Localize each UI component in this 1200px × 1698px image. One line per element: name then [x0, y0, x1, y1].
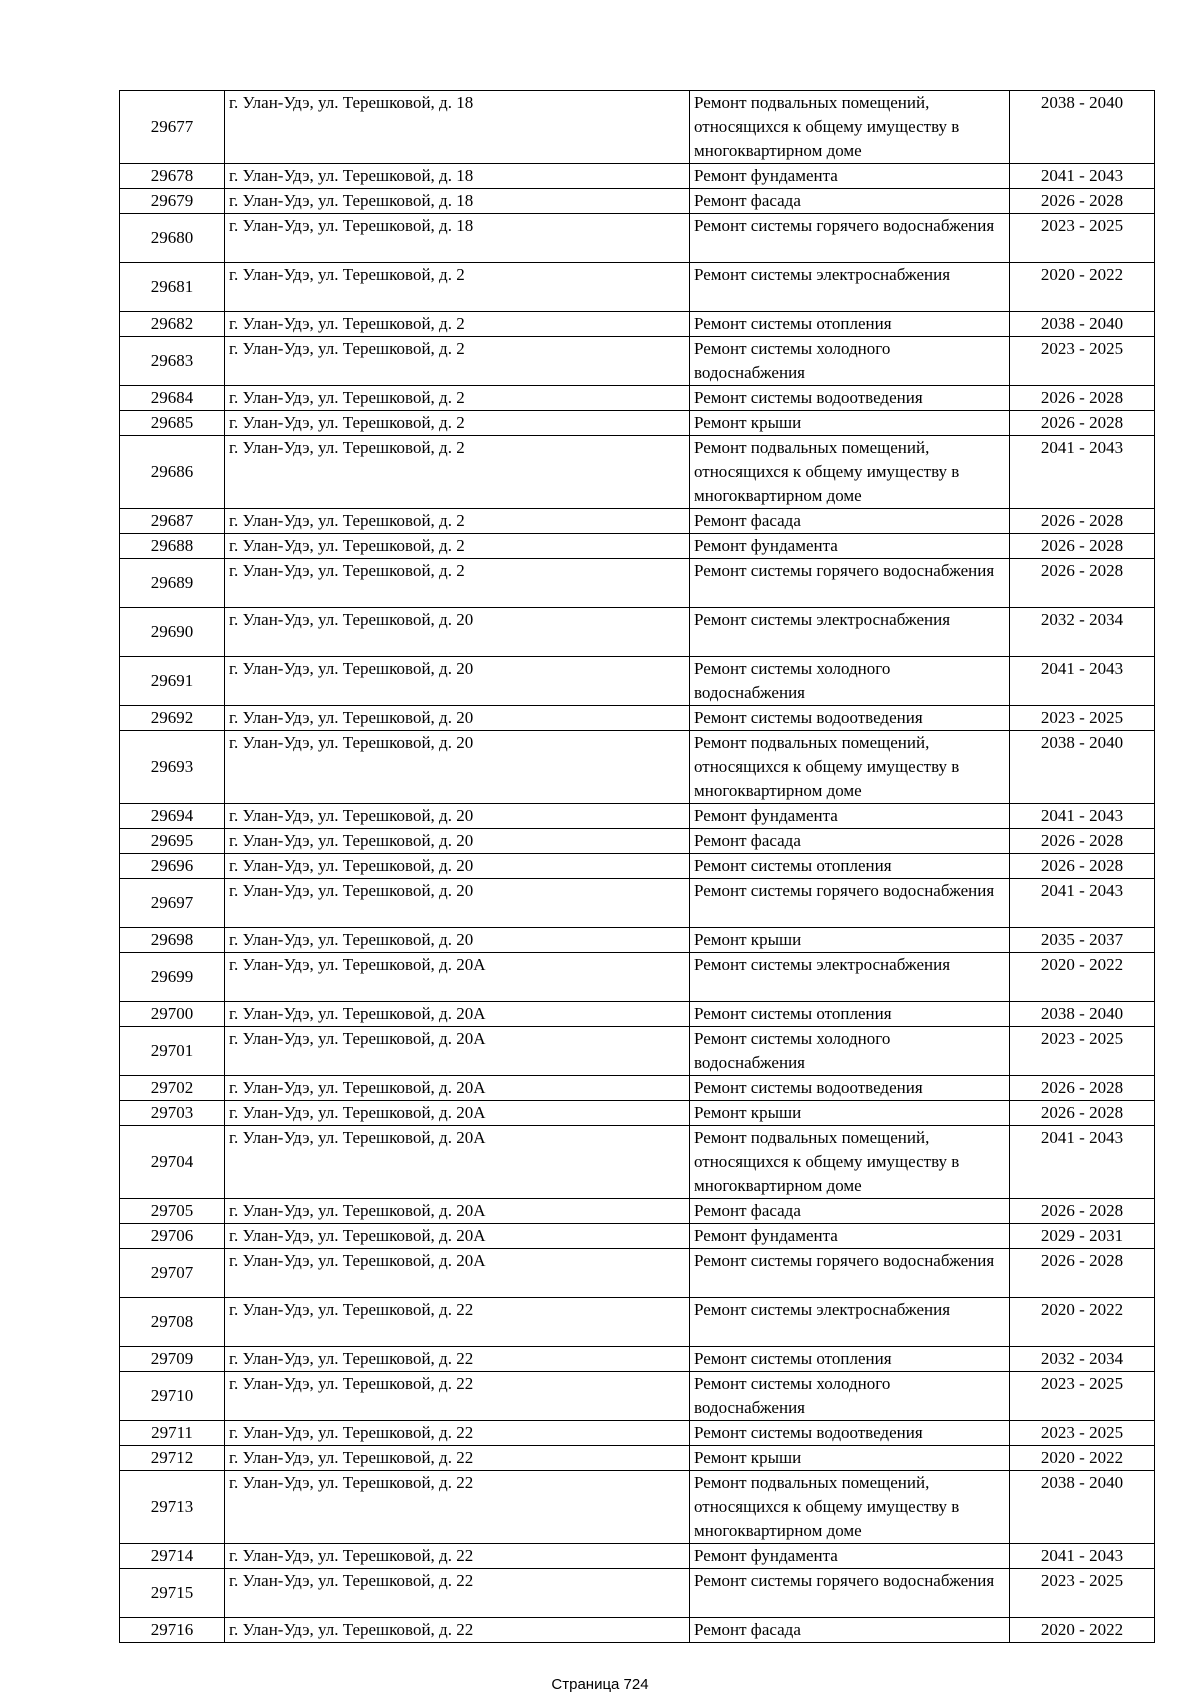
row-work-type: Ремонт системы холодного водоснабжения: [690, 337, 1010, 386]
row-address: г. Улан-Удэ, ул. Терешковой, д. 22: [225, 1471, 690, 1544]
table-row: [120, 1298, 1155, 1347]
row-work-type: Ремонт системы холодного водоснабжения: [690, 1027, 1010, 1076]
table-row: [120, 706, 1155, 731]
row-number: 29697: [120, 879, 225, 928]
table-row: [120, 559, 1155, 608]
row-work-type: Ремонт системы водоотведения: [690, 1076, 1010, 1101]
row-address: г. Улан-Удэ, ул. Терешковой, д. 2: [225, 559, 690, 608]
row-work-type: Ремонт системы электроснабжения: [690, 953, 1010, 1002]
row-number: 29694: [120, 804, 225, 829]
row-number: 29709: [120, 1347, 225, 1372]
table-row: [120, 436, 1155, 509]
row-work-type: Ремонт фундамента: [690, 804, 1010, 829]
row-work-type: Ремонт системы отопления: [690, 1002, 1010, 1027]
row-work-type: Ремонт фундамента: [690, 1544, 1010, 1569]
row-period: 2026 - 2028: [1010, 386, 1155, 411]
row-number: 29687: [120, 509, 225, 534]
row-work-type: Ремонт фундамента: [690, 1224, 1010, 1249]
row-address: г. Улан-Удэ, ул. Терешковой, д. 2: [225, 436, 690, 509]
table-row: [120, 1199, 1155, 1224]
row-number: 29710: [120, 1372, 225, 1421]
row-work-type: Ремонт системы отопления: [690, 1347, 1010, 1372]
table-row: [120, 164, 1155, 189]
table-row: [120, 386, 1155, 411]
row-number: 29695: [120, 829, 225, 854]
row-period: 2029 - 2031: [1010, 1224, 1155, 1249]
row-address: г. Улан-Удэ, ул. Терешковой, д. 22: [225, 1446, 690, 1471]
row-address: г. Улан-Удэ, ул. Терешковой, д. 22: [225, 1421, 690, 1446]
row-number: 29696: [120, 854, 225, 879]
table-row: [120, 214, 1155, 263]
row-period: 2041 - 2043: [1010, 657, 1155, 706]
row-number: 29700: [120, 1002, 225, 1027]
table-row: [120, 829, 1155, 854]
row-work-type: Ремонт системы горячего водоснабжения: [690, 879, 1010, 928]
row-number: 29692: [120, 706, 225, 731]
row-address: г. Улан-Удэ, ул. Терешковой, д. 20А: [225, 1027, 690, 1076]
row-number: 29711: [120, 1421, 225, 1446]
row-work-type: Ремонт подвальных помещений, относящихся к общему имуществу в многоквартирном доме: [690, 1126, 1010, 1199]
row-address: г. Улан-Удэ, ул. Терешковой, д. 22: [225, 1618, 690, 1643]
row-work-type: Ремонт крыши: [690, 1446, 1010, 1471]
row-address: г. Улан-Удэ, ул. Терешковой, д. 20А: [225, 1199, 690, 1224]
row-number: 29677: [120, 91, 225, 164]
row-address: г. Улан-Удэ, ул. Терешковой, д. 2: [225, 411, 690, 436]
table-row: [120, 1618, 1155, 1643]
table-row: [120, 1101, 1155, 1126]
row-work-type: Ремонт подвальных помещений, относящихся к общему имуществу в многоквартирном доме: [690, 436, 1010, 509]
row-number: 29681: [120, 263, 225, 312]
row-number: 29698: [120, 928, 225, 953]
table-row: [120, 1224, 1155, 1249]
row-period: 2038 - 2040: [1010, 312, 1155, 337]
row-period: 2023 - 2025: [1010, 1569, 1155, 1618]
row-address: г. Улан-Удэ, ул. Терешковой, д. 2: [225, 263, 690, 312]
table-row: [120, 263, 1155, 312]
row-address: г. Улан-Удэ, ул. Терешковой, д. 20А: [225, 1224, 690, 1249]
row-address: г. Улан-Удэ, ул. Терешковой, д. 22: [225, 1347, 690, 1372]
table-row: [120, 1002, 1155, 1027]
table-row: [120, 1446, 1155, 1471]
row-address: г. Улан-Удэ, ул. Терешковой, д. 20: [225, 731, 690, 804]
row-address: г. Улан-Удэ, ул. Терешковой, д. 20А: [225, 1249, 690, 1298]
row-number: 29689: [120, 559, 225, 608]
row-period: 2032 - 2034: [1010, 608, 1155, 657]
row-period: 2020 - 2022: [1010, 953, 1155, 1002]
row-number: 29704: [120, 1126, 225, 1199]
table-row: [120, 1126, 1155, 1199]
row-period: 2026 - 2028: [1010, 411, 1155, 436]
table-row: [120, 1569, 1155, 1618]
table-row: [120, 509, 1155, 534]
row-number: 29682: [120, 312, 225, 337]
table-row: [120, 1471, 1155, 1544]
row-number: 29688: [120, 534, 225, 559]
table-row: [120, 1027, 1155, 1076]
row-address: г. Улан-Удэ, ул. Терешковой, д. 20: [225, 706, 690, 731]
row-work-type: Ремонт системы электроснабжения: [690, 608, 1010, 657]
table-row: [120, 1421, 1155, 1446]
row-period: 2020 - 2022: [1010, 1446, 1155, 1471]
works-table: [119, 90, 1155, 1643]
row-period: 2041 - 2043: [1010, 164, 1155, 189]
table-row: [120, 91, 1155, 164]
row-number: 29684: [120, 386, 225, 411]
row-period: 2026 - 2028: [1010, 559, 1155, 608]
row-period: 2038 - 2040: [1010, 91, 1155, 164]
row-number: 29685: [120, 411, 225, 436]
row-number: 29708: [120, 1298, 225, 1347]
row-address: г. Улан-Удэ, ул. Терешковой, д. 20А: [225, 1126, 690, 1199]
row-work-type: Ремонт системы отопления: [690, 854, 1010, 879]
row-work-type: Ремонт системы отопления: [690, 312, 1010, 337]
row-period: 2035 - 2037: [1010, 928, 1155, 953]
row-period: 2041 - 2043: [1010, 804, 1155, 829]
row-address: г. Улан-Удэ, ул. Терешковой, д. 20А: [225, 1076, 690, 1101]
row-address: г. Улан-Удэ, ул. Терешковой, д. 2: [225, 312, 690, 337]
row-work-type: Ремонт крыши: [690, 1101, 1010, 1126]
row-work-type: Ремонт фасада: [690, 1618, 1010, 1643]
table-row: [120, 608, 1155, 657]
row-period: 2041 - 2043: [1010, 436, 1155, 509]
row-period: 2041 - 2043: [1010, 879, 1155, 928]
table-row: [120, 731, 1155, 804]
row-address: г. Улан-Удэ, ул. Терешковой, д. 20: [225, 829, 690, 854]
row-address: г. Улан-Удэ, ул. Терешковой, д. 2: [225, 509, 690, 534]
row-work-type: Ремонт системы электроснабжения: [690, 1298, 1010, 1347]
table-row: [120, 953, 1155, 1002]
row-period: 2026 - 2028: [1010, 509, 1155, 534]
row-address: г. Улан-Удэ, ул. Терешковой, д. 20А: [225, 1101, 690, 1126]
row-number: 29713: [120, 1471, 225, 1544]
table-row: [120, 1544, 1155, 1569]
row-address: г. Улан-Удэ, ул. Терешковой, д. 20: [225, 608, 690, 657]
row-number: 29702: [120, 1076, 225, 1101]
row-address: г. Улан-Удэ, ул. Терешковой, д. 2: [225, 386, 690, 411]
row-period: 2026 - 2028: [1010, 189, 1155, 214]
row-address: г. Улан-Удэ, ул. Терешковой, д. 20: [225, 879, 690, 928]
row-number: 29703: [120, 1101, 225, 1126]
row-number: 29705: [120, 1199, 225, 1224]
row-number: 29715: [120, 1569, 225, 1618]
row-work-type: Ремонт фасада: [690, 829, 1010, 854]
row-address: г. Улан-Удэ, ул. Терешковой, д. 18: [225, 164, 690, 189]
row-address: г. Улан-Удэ, ул. Терешковой, д. 18: [225, 189, 690, 214]
row-address: г. Улан-Удэ, ул. Терешковой, д. 22: [225, 1569, 690, 1618]
row-work-type: Ремонт системы холодного водоснабжения: [690, 657, 1010, 706]
row-address: г. Улан-Удэ, ул. Терешковой, д. 20: [225, 804, 690, 829]
row-address: г. Улан-Удэ, ул. Терешковой, д. 2: [225, 337, 690, 386]
row-work-type: Ремонт системы горячего водоснабжения: [690, 559, 1010, 608]
row-period: 2041 - 2043: [1010, 1126, 1155, 1199]
row-address: г. Улан-Удэ, ул. Терешковой, д. 22: [225, 1298, 690, 1347]
row-period: 2026 - 2028: [1010, 534, 1155, 559]
row-number: 29714: [120, 1544, 225, 1569]
row-number: 29690: [120, 608, 225, 657]
row-work-type: Ремонт фундамента: [690, 534, 1010, 559]
row-number: 29706: [120, 1224, 225, 1249]
row-work-type: Ремонт системы водоотведения: [690, 1421, 1010, 1446]
row-period: 2038 - 2040: [1010, 1002, 1155, 1027]
row-address: г. Улан-Удэ, ул. Терешковой, д. 20А: [225, 1002, 690, 1027]
row-period: 2026 - 2028: [1010, 1249, 1155, 1298]
row-number: 29686: [120, 436, 225, 509]
row-work-type: Ремонт системы электроснабжения: [690, 263, 1010, 312]
row-work-type: Ремонт фундамента: [690, 164, 1010, 189]
table-row: [120, 928, 1155, 953]
row-period: 2023 - 2025: [1010, 337, 1155, 386]
table-row: [120, 1249, 1155, 1298]
row-work-type: Ремонт фасада: [690, 1199, 1010, 1224]
row-period: 2026 - 2028: [1010, 1101, 1155, 1126]
row-number: 29679: [120, 189, 225, 214]
table-row: [120, 534, 1155, 559]
table-row: [120, 1372, 1155, 1421]
row-work-type: Ремонт фасада: [690, 509, 1010, 534]
row-work-type: Ремонт фасада: [690, 189, 1010, 214]
row-number: 29716: [120, 1618, 225, 1643]
row-work-type: Ремонт системы горячего водоснабжения: [690, 1569, 1010, 1618]
row-address: г. Улан-Удэ, ул. Терешковой, д. 20: [225, 928, 690, 953]
table-row: [120, 804, 1155, 829]
table-row: [120, 337, 1155, 386]
row-work-type: Ремонт крыши: [690, 928, 1010, 953]
row-work-type: Ремонт подвальных помещений, относящихся к общему имуществу в многоквартирном доме: [690, 1471, 1010, 1544]
row-address: г. Улан-Удэ, ул. Терешковой, д. 18: [225, 214, 690, 263]
table-row: [120, 411, 1155, 436]
table-row: [120, 879, 1155, 928]
row-number: 29680: [120, 214, 225, 263]
row-number: 29691: [120, 657, 225, 706]
row-period: 2020 - 2022: [1010, 1298, 1155, 1347]
row-work-type: Ремонт системы водоотведения: [690, 386, 1010, 411]
row-work-type: Ремонт крыши: [690, 411, 1010, 436]
table-row: [120, 312, 1155, 337]
row-period: 2023 - 2025: [1010, 214, 1155, 263]
row-work-type: Ремонт системы горячего водоснабжения: [690, 214, 1010, 263]
row-period: 2023 - 2025: [1010, 1421, 1155, 1446]
row-work-type: Ремонт системы горячего водоснабжения: [690, 1249, 1010, 1298]
row-address: г. Улан-Удэ, ул. Терешковой, д. 18: [225, 91, 690, 164]
row-work-type: Ремонт системы холодного водоснабжения: [690, 1372, 1010, 1421]
row-period: 2023 - 2025: [1010, 706, 1155, 731]
table-row: [120, 657, 1155, 706]
row-period: 2023 - 2025: [1010, 1372, 1155, 1421]
row-period: 2038 - 2040: [1010, 731, 1155, 804]
row-period: 2026 - 2028: [1010, 1076, 1155, 1101]
table-row: [120, 1076, 1155, 1101]
row-number: 29699: [120, 953, 225, 1002]
row-address: г. Улан-Удэ, ул. Терешковой, д. 20: [225, 657, 690, 706]
page-number: Страница 724: [551, 1676, 649, 1693]
row-period: 2026 - 2028: [1010, 854, 1155, 879]
row-work-type: Ремонт системы водоотведения: [690, 706, 1010, 731]
row-number: 29678: [120, 164, 225, 189]
row-number: 29712: [120, 1446, 225, 1471]
row-number: 29693: [120, 731, 225, 804]
row-period: 2038 - 2040: [1010, 1471, 1155, 1544]
row-period: 2041 - 2043: [1010, 1544, 1155, 1569]
row-address: г. Улан-Удэ, ул. Терешковой, д. 2: [225, 534, 690, 559]
row-address: г. Улан-Удэ, ул. Терешковой, д. 22: [225, 1544, 690, 1569]
row-address: г. Улан-Удэ, ул. Терешковой, д. 20: [225, 854, 690, 879]
row-period: 2026 - 2028: [1010, 1199, 1155, 1224]
row-number: 29701: [120, 1027, 225, 1076]
row-period: 2032 - 2034: [1010, 1347, 1155, 1372]
row-period: 2023 - 2025: [1010, 1027, 1155, 1076]
table-row: [120, 1347, 1155, 1372]
row-work-type: Ремонт подвальных помещений, относящихся к общему имуществу в многоквартирном доме: [690, 91, 1010, 164]
row-work-type: Ремонт подвальных помещений, относящихся к общему имуществу в многоквартирном доме: [690, 731, 1010, 804]
row-period: 2026 - 2028: [1010, 829, 1155, 854]
row-period: 2020 - 2022: [1010, 263, 1155, 312]
row-number: 29683: [120, 337, 225, 386]
row-address: г. Улан-Удэ, ул. Терешковой, д. 22: [225, 1372, 690, 1421]
row-address: г. Улан-Удэ, ул. Терешковой, д. 20А: [225, 953, 690, 1002]
row-period: 2020 - 2022: [1010, 1618, 1155, 1643]
table-row: [120, 854, 1155, 879]
table-row: [120, 189, 1155, 214]
row-number: 29707: [120, 1249, 225, 1298]
works-table-body: [120, 91, 1155, 1643]
